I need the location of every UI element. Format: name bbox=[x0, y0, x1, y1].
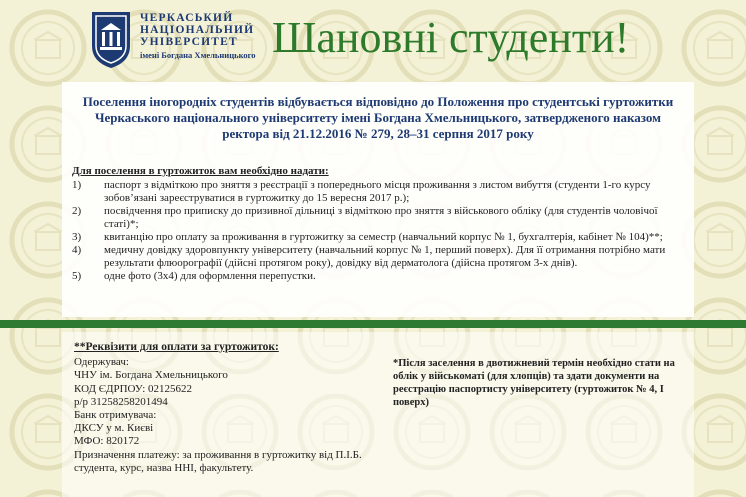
university-name bbox=[140, 12, 270, 61]
university-name-line-1: ЧЕРКАСЬКИЙ bbox=[140, 12, 234, 24]
military-registration-note: *Після заселення в двотижневий термін необхідно стати на облік у військоматі (для хлопців) та здати документи на реєстрацію паспортисту університету (гуртожиток № 4, І поверх) bbox=[393, 358, 675, 408]
payment-line: ЧНУ ім. Богдана Хмельницького bbox=[74, 369, 228, 382]
list-item-text: посвідчення про приписку до призивної дільниці з відміткою про зняття з військового обліку (для студентів чоловічої статі)*; bbox=[104, 205, 658, 230]
payment-line: КОД ЄДРПОУ: 02125622 bbox=[74, 382, 193, 395]
requirements-title: Для поселення в гуртожиток вам необхідно надати: bbox=[72, 165, 329, 177]
university-subtitle: імені Богдана Хмельницького bbox=[140, 50, 256, 60]
payment-line: Одержувач: bbox=[74, 356, 129, 369]
payment-line: Банк отримувача: bbox=[74, 409, 157, 422]
list-item-number: 3) bbox=[72, 231, 82, 243]
list-item bbox=[72, 270, 686, 283]
header bbox=[0, 0, 746, 82]
list-item bbox=[72, 244, 686, 270]
list-item-text: паспорт з відміткою про зняття з реєстрації з попереднього місця проживання з листом вибуття (студенти 1-го курсу зобов’язані зареєструватися в гуртожитку до 15 вересня 2017 р.); bbox=[104, 179, 651, 204]
list-item-number: 2) bbox=[72, 205, 82, 217]
intro-text: Поселення іногородніх студентів відбувається відповідно до Положення про студентські гуртожитки Черкаського національного університету імені Богдана Хмельницького, затвердженого наказом ректора від 21.12.2016 № 279, 28–31 серпня 2017 року bbox=[82, 94, 674, 141]
payment-details bbox=[74, 341, 394, 475]
page-title: Шановні студенти! bbox=[272, 13, 630, 62]
list-item-number: 1) bbox=[72, 179, 82, 191]
list-item-text: одне фото (3x4) для оформлення перепустки. bbox=[104, 270, 316, 282]
list-item-number: 4) bbox=[72, 244, 82, 256]
list-item bbox=[72, 179, 686, 205]
payment-line: р/р 31258258201494 bbox=[74, 395, 168, 408]
requirements-list bbox=[72, 165, 686, 283]
list-item-text: медичну довідку здоровпункту університету (навчальний корпус № 1, перший поверх). Для її отримання потрібно мати результати флюорографії (дійсні протягом року), довідку від дерматолога (дійсна протягом 3-х днів). bbox=[104, 244, 666, 269]
list-item-text: квитанцію про оплату за проживання в гуртожитку за семестр (навчальний корпус № 1, бухгалтерія, кабінет № 104)**; bbox=[104, 231, 663, 243]
university-name-line-3: УНІВЕРСИТЕТ bbox=[140, 36, 238, 48]
payment-purpose: Призначення платежу: за проживання в гуртожитку від П.І.Б. студента, курс, назва ННІ, факультету. bbox=[74, 448, 362, 474]
payment-line: МФО: 820172 bbox=[74, 435, 140, 448]
university-name-line-2: НАЦІОНАЛЬНИЙ bbox=[140, 24, 255, 36]
divider-bar bbox=[0, 320, 746, 328]
list-item-number: 5) bbox=[72, 270, 82, 282]
list-item bbox=[72, 231, 686, 244]
payment-line: ДКСУ у м. Києві bbox=[74, 422, 154, 435]
payment-title: **Реквізити для оплати за гуртожиток: bbox=[74, 341, 279, 353]
university-seal-icon bbox=[88, 8, 134, 70]
list-item bbox=[72, 205, 686, 231]
